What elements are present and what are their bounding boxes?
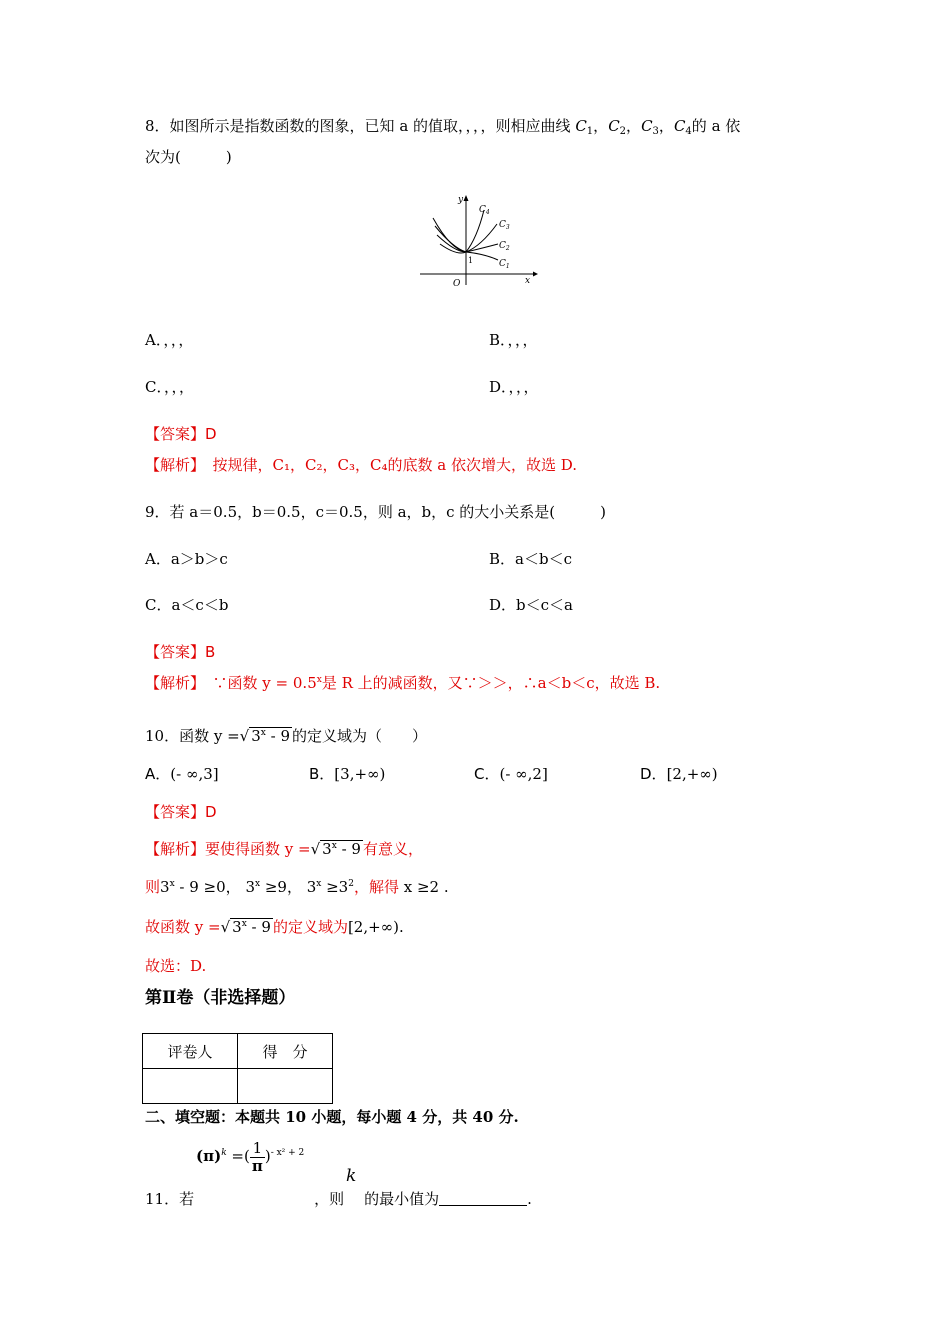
sqrt-sign-icon: √: [220, 918, 231, 936]
q8-analysis: [145, 456, 577, 474]
one-label: 1: [468, 256, 474, 265]
q9-analysis-sup: x: [316, 675, 322, 685]
q10-option-a-value: (- ∞,3]: [170, 765, 219, 783]
q10-option-d-label: D．: [640, 765, 667, 783]
q10-line2-prefix: 则: [145, 878, 161, 896]
q10-radicand-tail: - 9: [265, 727, 291, 745]
q8-stem-text: 8．如图所示是指数函数的图象，已知 a 的值取，，，，则相应曲线: [145, 117, 571, 135]
q10-analysis-line1: [145, 840, 423, 858]
q10-option-b-label: B．: [309, 765, 335, 783]
q10-option-c[interactable]: [474, 765, 548, 783]
q11-formula-sup: - x² + 2: [270, 1148, 305, 1158]
q8-option-a[interactable]: A．，，，: [145, 331, 194, 349]
q8-analysis-text: 按规律，C₁，C₂，C₃，C₄的底数 a 依次增大，故选 D.: [212, 456, 578, 474]
q8-stem-line2: 次为( ): [145, 148, 232, 166]
q11-formula-exp: k: [221, 1148, 227, 1158]
q8-exponential-graph: [415, 190, 540, 290]
score-table-cell-score[interactable]: [238, 1069, 333, 1104]
q10-option-b[interactable]: [309, 765, 385, 783]
part2-title: 第Ⅱ卷（非选择题）: [145, 988, 296, 1008]
q8-analysis-label: 【解析】: [145, 456, 198, 474]
q11-formula-close: ): [264, 1147, 271, 1165]
q10-line2-d: ≥9，: [260, 878, 302, 896]
q10-analysis-radicand-tail-2: - 9: [246, 918, 271, 936]
q9-answer-value: B: [205, 643, 216, 661]
q10-option-d[interactable]: [640, 765, 718, 783]
x-axis-arrow: [533, 272, 538, 277]
q8-c3-sub: 3: [652, 126, 659, 137]
q10-answer-value: D: [205, 803, 217, 821]
q10-analysis-line1-tail: 有意义，: [362, 840, 423, 858]
q9-analysis-text-2: 是 R 上的减函数，又∵＞＞，∴a＜b＜c，故选 B.: [321, 674, 661, 692]
q11-stem-end: .: [527, 1190, 532, 1208]
q10-analysis-radicand-tail-1: - 9: [336, 840, 361, 858]
q8-c1: C: [575, 117, 587, 135]
q10-line3-mid: 的定义域为: [272, 918, 348, 936]
q10-analysis-line1-text: 要使得函数 y =: [205, 840, 311, 858]
q10-analysis-radicand-2: 3: [232, 918, 242, 936]
q10-line2-a: 3: [160, 878, 170, 896]
q9-analysis-label: 【解析】: [145, 674, 198, 692]
q10-radical: [249, 727, 292, 745]
q8-stem-tail: 的 a 依: [691, 117, 741, 135]
q9-option-a[interactable]: A．a＞b＞c: [145, 550, 228, 568]
origin-label: O: [453, 279, 461, 289]
q9-answer-label: 【答案】: [145, 643, 206, 661]
q9-option-d[interactable]: D．b＜c＜a: [489, 596, 573, 614]
q8-option-d[interactable]: D．，，，: [489, 378, 539, 396]
q10-stem-suffix: 的定义域为（ ）: [292, 727, 428, 745]
q10-answer-label: 【答案】: [145, 803, 206, 821]
label-c2: $C_2$: [499, 241, 510, 252]
section-heading: 二、填空题：本题共 10 小题，每小题 4 分，共 40 分.: [145, 1108, 519, 1126]
q8-c4: C: [673, 117, 686, 135]
q10-stem-prefix: 10．函数 y =: [145, 727, 240, 745]
q8-answer-label: 【答案】: [145, 425, 206, 443]
q8-option-c[interactable]: C．，，，: [145, 378, 194, 396]
q11-formula: [196, 1140, 304, 1174]
sqrt-sign-icon: √: [310, 840, 321, 858]
q11-k-symbol: k: [346, 1166, 357, 1186]
q10-radicand-sup: x: [260, 728, 266, 738]
q10-line2-e-sup: x: [316, 879, 322, 889]
q8-answer-value: D: [205, 425, 217, 443]
q10-radicand: 3: [251, 727, 261, 745]
q10-line2-f: ≥3: [321, 878, 349, 896]
q11-fraction: [250, 1140, 265, 1174]
q11-stem-prefix: 11．若: [145, 1190, 195, 1208]
q8-c3: C: [641, 117, 653, 135]
q10-line2-h: x ≥2 .: [398, 878, 449, 896]
q10-answer: [145, 803, 217, 821]
q10-option-c-label: C．: [474, 765, 500, 783]
q8-c1-sub: 1: [586, 126, 594, 137]
q10-analysis-radicand-1: 3: [322, 840, 332, 858]
q10-line2-e: 3: [301, 878, 317, 896]
q8-c4-sub: 4: [685, 126, 692, 137]
q11-fraction-num: 1: [250, 1140, 265, 1158]
q10-analysis-radicand-sup-2: x: [241, 919, 247, 929]
label-c4: $C_4$: [479, 205, 490, 216]
q8-c2: C: [608, 117, 620, 135]
label-c1: $C_1$: [499, 259, 510, 270]
score-table: [142, 1033, 333, 1104]
score-table-header-grader: 评卷人: [143, 1034, 238, 1069]
q8-stem-line1: 8．如图所示是指数函数的图象，已知 a 的值取，，，，则相应曲线 $C_1$，$C_2$，$C_3$，$C_4$的 a 依: [145, 117, 741, 137]
q10-option-b-value: [3,+∞): [334, 765, 386, 783]
q11-answer-blank[interactable]: [439, 1190, 527, 1206]
q10-analysis-radical-2: [230, 918, 273, 936]
q10-analysis-line2: [145, 878, 449, 896]
q10-line2-a-sup: x: [169, 879, 175, 889]
q9-analysis-text-1: ∵函数 y = 0.5: [212, 674, 317, 692]
q9-option-b[interactable]: B．a＜b＜c: [489, 550, 572, 568]
q10-line3-tail: .: [399, 918, 404, 936]
q11-fraction-den: π: [251, 1156, 263, 1175]
q10-stem: [145, 727, 427, 745]
q10-analysis-radicand-sup-1: x: [331, 841, 337, 851]
q10-line3-value: [2,+∞): [347, 918, 400, 936]
q10-line2-c: 3: [240, 878, 255, 896]
q10-conclusion: 故选：D.: [145, 957, 207, 975]
score-table-header-score: 得 分: [238, 1034, 333, 1069]
q8-c2-sub: 2: [619, 126, 627, 137]
q10-line2-g: ，解得: [353, 878, 399, 896]
score-table-cell-grader[interactable]: [143, 1069, 238, 1104]
q9-stem: 9．若 a＝0.5，b＝0.5，c＝0.5，则 a，b，c 的大小关系是( ): [145, 503, 607, 521]
q11-formula-base: (π): [196, 1147, 222, 1165]
q10-option-d-value: [2,+∞): [666, 765, 718, 783]
q8-option-b[interactable]: B．，，，: [489, 331, 538, 349]
q11-formula-eq: =(: [226, 1147, 250, 1165]
q10-option-a-label: A．: [145, 765, 171, 783]
curve-c4: [440, 210, 484, 253]
y-label: y: [458, 195, 464, 205]
q10-line2-f-sup: 2: [348, 879, 354, 889]
y-axis-arrow: [464, 195, 469, 201]
q8-answer: [145, 425, 217, 443]
x-label: x: [525, 276, 531, 286]
q11-stem-mid: ，则: [314, 1190, 345, 1208]
q10-line2-c-sup: x: [254, 879, 261, 889]
q10-analysis-radical-1: [320, 840, 363, 858]
q11-stem: [145, 1190, 532, 1208]
q10-analysis-line3: [145, 918, 404, 936]
q9-analysis: [145, 674, 660, 692]
sqrt-sign-icon: √: [239, 727, 250, 745]
q10-line3-prefix: 故函数 y =: [145, 918, 221, 936]
q10-line2-b: - 9 ≥0，: [174, 878, 241, 896]
q10-option-a[interactable]: [145, 765, 219, 783]
q10-option-c-value: (- ∞,2]: [499, 765, 548, 783]
label-c3: $C_3$: [499, 220, 510, 231]
q10-analysis-label: 【解析】: [145, 840, 206, 858]
q9-answer: [145, 643, 215, 661]
q11-stem-suffix: 的最小值为: [364, 1190, 440, 1208]
q9-option-c[interactable]: C．a＜c＜b: [145, 596, 229, 614]
